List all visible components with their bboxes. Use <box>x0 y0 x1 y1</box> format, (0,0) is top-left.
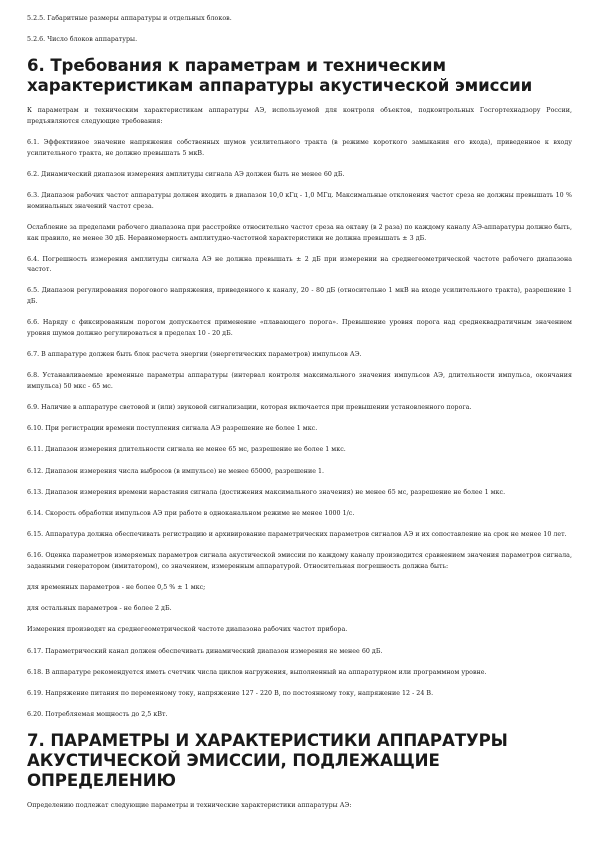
item-6-18: 6.18. В аппаратуре рекомендуется иметь счетчик числа циклов нагружения, выполненный на аппаратурном или программном уровне. <box>27 668 487 676</box>
item-6-13: 6.13. Диапазон измерения времени нарастания сигнала (достижения максимального значения) не менее 65 мс, разрешение не более 1 мкс. <box>27 488 506 496</box>
item-6-10: 6.10. При регистрации времени поступления сигнала АЭ разрешение не более 1 мкс. <box>27 425 318 433</box>
item-5-2-5: 5.2.5. Габаритные размеры аппаратуры и отдельных блоков. <box>27 15 232 22</box>
section-7-intro: Определению подлежат следующие параметры и технические характеристики аппаратуры АЭ: <box>27 802 352 810</box>
item-6-3-continued: Ослабление за пределами рабочего диапазона при расстройке относительно частот среза на октаву (в 2 раза) по каждому каналу АЭ-аппаратуры должно быть, как правило, не менее 30 дБ. Неравномерность амплитудно-частотной характеристики не должна превышать ± 3 дБ. <box>27 223 572 242</box>
item-6-16-time-params: для временных параметров - не более 0,5 % ± 1 мкс; <box>27 584 206 592</box>
item-6-8: 6.8. Устанавливаемые временные параметры аппаратуры (интервал контроля максимального значения импульсов АЭ, длительности импульса, окончания импульса) 50 мкс - 65 мс. <box>27 372 572 390</box>
item-5-2-6: 5.2.6. Число блоков аппаратуры. <box>27 36 138 44</box>
section-6-intro: К параметрам и техническим характеристикам аппаратуры АЭ, используемой для контроля объектов, подконтрольных Госгортехнадзору России, предъявляются следующие требования: <box>27 107 572 125</box>
item-6-11: 6.11. Диапазон измерения длительности сигнала не менее 65 мс, разрешение не более 1 мкс. <box>27 446 346 454</box>
section-6-body <box>27 106 572 720</box>
document-page <box>27 14 572 823</box>
item-6-20: 6.20. Потребляемая мощность до 2,5 кВт. <box>27 711 168 719</box>
item-6-16: 6.16. Оценка параметров измеряемых параметров сигнала акустической эмиссии по каждому каналу производится сравнением значения параметров сигнала, заданными генератором (имитатором), со значением, измеренным аппаратурой. Относительная погрешность должна быть: <box>27 552 572 570</box>
section-6-heading: 6. Требования к параметрам и техническим характеристикам аппаратуры акустической эмиссии <box>27 56 533 96</box>
item-6-3: 6.3. Диапазон рабочих частот аппаратуры должен входить в диапазон 10,0 кГц - 1,0 МГц. Максимальные отклонения частот среза не должны превышать 10 % номинальных значений частот среза. <box>27 192 572 210</box>
item-6-12: 6.12. Диапазон измерения числа выбросов (в импульсе) не менее 65000, разрешение 1. <box>27 467 325 475</box>
item-6-7: 6.7. В аппаратуре должен быть блок расчета энергии (энергетических параметров) импульсов АЭ. <box>27 351 362 359</box>
item-6-9: 6.9. Наличие в аппаратуре световой и (или) звуковой сигнализации, которая включается при превышении установленного порога. <box>27 404 472 411</box>
item-6-19: 6.19. Напряжение питания по переменному току, напряжение 127 - 220 В, по постоянному току, напряжение 12 - 24 В. <box>27 690 434 698</box>
item-6-2: 6.2. Динамический диапазон измерения амплитуды сигнала АЭ должен быть не менее 60 дБ. <box>27 170 345 178</box>
section-7-heading: 7. ПАРАМЕТРЫ И ХАРАКТЕРИСТИКИ АППАРАТУРЫ АКУСТИЧЕСКОЙ ЭМИССИИ, ПОДЛЕЖАЩИЕ ОПРЕДЕЛЕНИЮ <box>27 731 508 791</box>
item-6-6: 6.6. Наряду с фиксированным порогом допускается применение «плавающего порога». Превышение уровня порога над среднеквадратичным значением уровня шумов должно регулироваться в пределах 10 - 20 дБ. <box>27 319 572 337</box>
item-6-16-other-params: для остальных параметров - не более 2 дБ. <box>27 605 172 613</box>
item-6-15: 6.15. Аппаратура должна обеспечивать регистрацию и архивирование параметрических параметров сигналов АЭ и их сопоставление на срок не менее 10 лет. <box>27 531 567 539</box>
item-6-14: 6.14. Скорость обработки импульсов АЭ при работе в одноканальном режиме не менее 1000 1/с. <box>27 509 355 517</box>
item-6-5: 6.5. Диапазон регулирования порогового напряжения, приведенного к каналу, 20 - 80 дБ (относительно 1 мкВ на входе усилительного тракта), разрешение 1 дБ. <box>27 287 572 306</box>
item-6-1: 6.1. Эффективное значение напряжения собственных шумов усилительного тракта (в режиме короткого замыкания его входа), приведенное к входу усилительного тракта, не должно превышать 5 мкВ. <box>27 139 572 157</box>
item-6-16-measurement-note: Измерения производят на среднегеометрической частоте диапазона рабочих частот прибора. <box>27 626 348 634</box>
item-6-17: 6.17. Параметрический канал должен обеспечивать динамический диапазон измерения не менее 60 дБ. <box>27 647 383 655</box>
item-6-4: 6.4. Погрешность измерения амплитуды сигнала АЭ не должна превышать ± 2 дБ при измерении на среднегеометрической частоте рабочего диапазона частот. <box>27 255 572 274</box>
